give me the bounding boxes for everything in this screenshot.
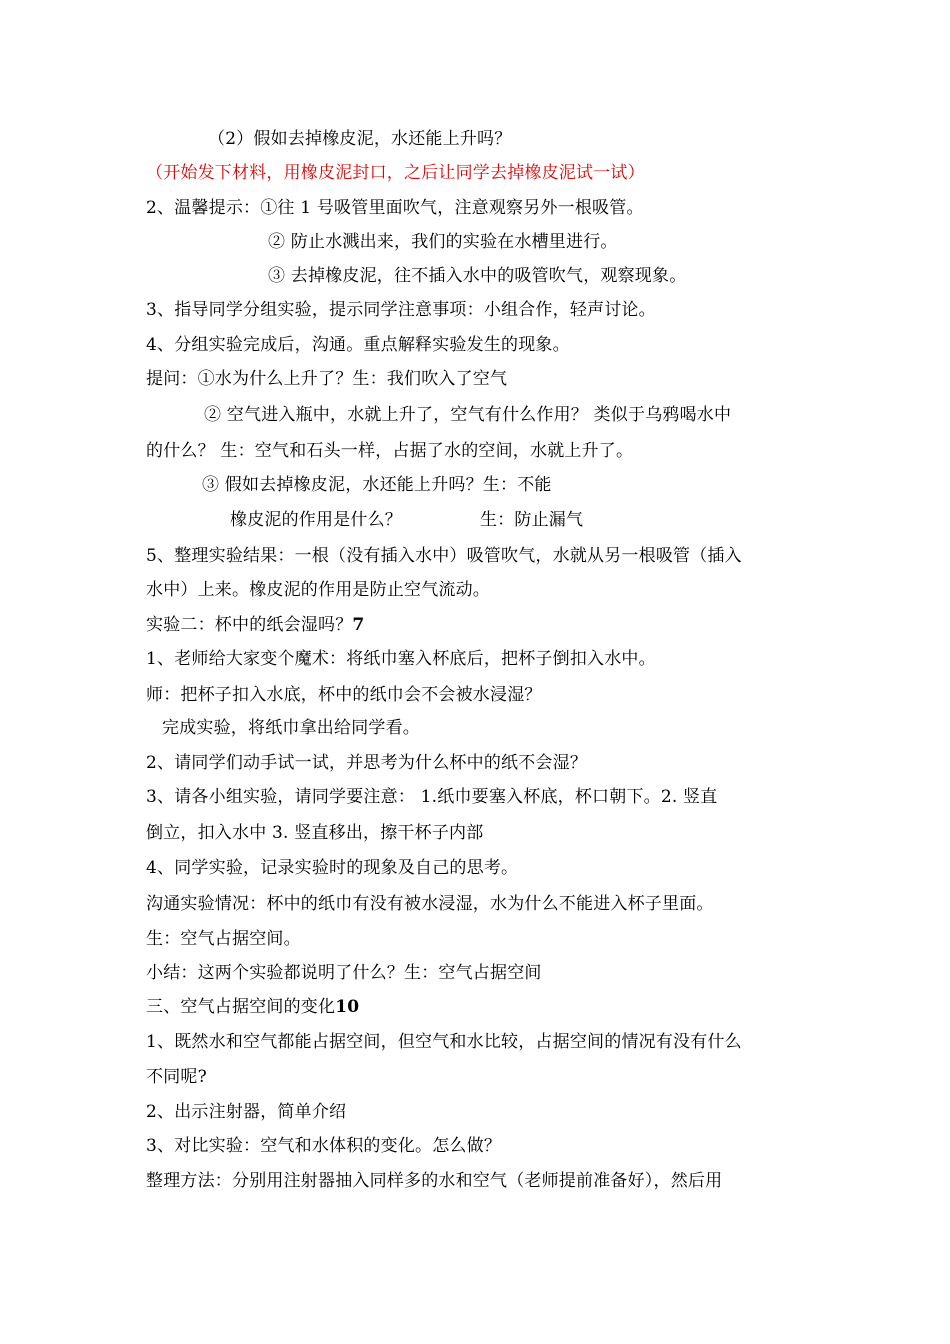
text-line: 不同呢? (146, 1067, 207, 1087)
time-minutes: 7 (352, 615, 365, 635)
section-heading (146, 614, 364, 636)
text-line: ③ 去掉橡皮泥，往不插入水中的吸管吹气，观察现象。 (268, 266, 687, 286)
text-line: ② 防止水溅出来，我们的实验在水槽里进行。 (268, 232, 618, 252)
section-heading-text: 三、空气占据空间的变化 (146, 997, 336, 1017)
text-line: 提问：①水为什么上升了？生：我们吹入了空气 (146, 369, 508, 389)
text-line: 5、整理实验结果：一根（没有插入水中）吸管吹气，水就从另一根吸管（插入 (146, 546, 742, 566)
text-line: 1、老师给大家变个魔术：将纸巾塞入杯底后，把杯子倒扣入水中。 (146, 649, 656, 669)
text-line: 整理方法：分别用注射器抽入同样多的水和空气（老师提前准备好），然后用 (146, 1171, 723, 1191)
text-line: 3、指导同学分组实验，提示同学注意事项：小组合作，轻声讨论。 (146, 300, 656, 320)
section-heading (146, 996, 359, 1018)
time-minutes: 10 (335, 997, 360, 1017)
text-line: 生：空气占据空间。 (146, 929, 301, 949)
text-line: 2、温馨提示：①往 1 号吸管里面吹气，注意观察另外一根吸管。 (146, 198, 644, 218)
text-line: 橡皮泥的作用是什么？ (230, 510, 402, 530)
text-line: （2）假如去掉橡皮泥，水还能上升吗？ (208, 129, 512, 149)
red-instruction-line: （开始发下材料，用橡皮泥封口，之后让同学去掉橡皮泥试一试） (146, 163, 645, 183)
text-line: 倒立，扣入水中 3. 竖直移出，擦干杯子内部 (146, 823, 484, 843)
text-line: 1、既然水和空气都能占据空间，但空气和水比较，占据空间的情况有没有什么 (146, 1032, 742, 1052)
text-line: 3、请各小组实验，请同学要注意： 1.纸巾要塞入杯底，杯口朝下。2. 竖直 (146, 787, 718, 807)
section-heading-text: 实验二：杯中的纸会湿吗？ (146, 615, 353, 635)
text-line: 2、出示注射器，简单介绍 (146, 1102, 347, 1122)
text-line: ② 空气进入瓶中，水就上升了，空气有什么作用？ 类似于乌鸦喝水中 (204, 405, 732, 425)
text-line: 沟通实验情况：杯中的纸巾有没有被水浸湿，水为什么不能进入杯子里面。 (146, 894, 714, 914)
text-line: 2、请同学们动手试一试，并思考为什么杯中的纸不会湿？ (146, 753, 588, 773)
text-line: 师：把杯子扣入水底，杯中的纸巾会不会被水浸湿？ (146, 685, 542, 705)
text-line: 4、分组实验完成后，沟通。重点解释实验发生的现象。 (146, 335, 570, 355)
text-line: 3、对比实验：空气和水体积的变化。怎么做？ (146, 1136, 502, 1156)
text-line: 小结：这两个实验都说明了什么？生：空气占据空间 (146, 963, 542, 983)
text-line: ③ 假如去掉橡皮泥，水还能上升吗？生：不能 (202, 475, 552, 495)
text-line: 的什么？ 生：空气和石头一样，占据了水的空间，水就上升了。 (146, 441, 634, 461)
text-line: 生：防止漏气 (480, 510, 584, 530)
text-line: 完成实验，将纸巾拿出给同学看。 (162, 718, 420, 738)
text-line: 水中）上来。橡皮泥的作用是防止空气流动。 (146, 580, 490, 600)
text-line: 4、同学实验，记录实验时的现象及自己的思考。 (146, 858, 519, 878)
